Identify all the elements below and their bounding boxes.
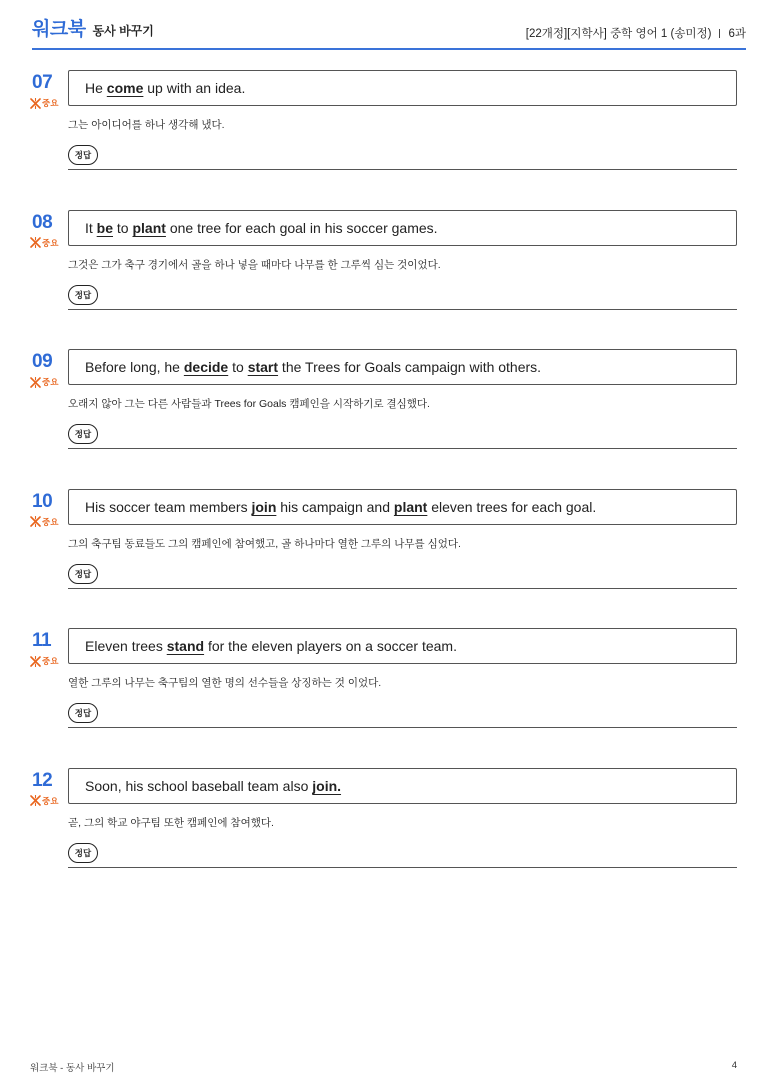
sentence-text: to (228, 359, 248, 375)
important-badge (30, 376, 58, 388)
question-item (30, 70, 737, 175)
page-header (32, 18, 746, 50)
footer-title: 워크북 - 동사 바꾸기 (30, 1063, 115, 1074)
question-item (30, 349, 737, 454)
answer-button[interactable]: 정답 (68, 145, 98, 165)
important-mark-icon (30, 516, 41, 527)
sentence-text: one tree for each goal in his soccer games. (165, 219, 438, 236)
korean-translation: 그는 아이디어를 하나 생각해 냈다. (68, 119, 225, 131)
important-badge (30, 795, 58, 807)
korean-translation: 열한 그루의 나무는 축구팀의 열한 명의 선수들을 상징하는 것 이었다. (68, 677, 382, 689)
answer-button[interactable]: 정답 (68, 424, 98, 444)
answer-button[interactable]: 정답 (68, 703, 98, 723)
target-verb: join (251, 498, 277, 515)
korean-translation: 오래지 않아 그는 다른 사람들과 Trees for Goals 캠페인을 시작하기로 결심했다. (68, 398, 430, 410)
page-footer (30, 1060, 737, 1074)
answer-line (68, 169, 737, 170)
page-number: 4 (731, 1060, 737, 1071)
important-badge (30, 655, 58, 667)
question-item (30, 210, 737, 315)
answer-line (68, 727, 737, 728)
important-label: 중요 (42, 656, 59, 666)
sentence-text: Eleven trees (85, 638, 167, 654)
korean-translation: 곧, 그의 학교 야구팀 또한 캠페인에 참여했다. (68, 816, 274, 829)
important-mark-icon (30, 795, 41, 806)
sentence-text: It (85, 219, 97, 236)
lesson-label: 6과 (728, 28, 746, 40)
sentence-box (68, 628, 737, 664)
important-mark-icon (30, 237, 41, 248)
important-label: 중요 (42, 98, 59, 108)
header-divider (719, 29, 720, 38)
target-verb: start (247, 359, 279, 375)
target-verb: stand (166, 638, 205, 654)
answer-line (68, 309, 737, 310)
brand-title: 워크북 (32, 19, 86, 40)
target-verb: plant (393, 498, 428, 515)
sentence-text: his campaign and (276, 498, 394, 515)
question-number: 09 (32, 351, 53, 372)
important-mark-icon (30, 377, 41, 388)
target-verb: come (106, 80, 144, 96)
sentence-text: for the eleven players on a soccer team. (204, 638, 457, 654)
sentence-box (68, 210, 737, 246)
answer-button[interactable]: 정답 (68, 843, 98, 863)
course-name: [22개정][지학사] 중학 영어 1 (송미정) (525, 28, 712, 40)
question-number: 10 (32, 490, 53, 512)
answer-line (68, 867, 737, 868)
important-label: 중요 (42, 516, 59, 527)
answer-button[interactable]: 정답 (68, 285, 98, 305)
sentence-text: Soon, his school baseball team also (85, 777, 313, 794)
korean-translation: 그것은 그가 축구 경기에서 골을 하나 넣을 때마다 나무를 한 그루씩 심는 것이었다. (68, 258, 441, 271)
question-item (30, 628, 737, 733)
korean-translation: 그의 축구팀 동료들도 그의 캠페인에 참여했고, 골 하나마다 열한 그루의 나무를 심었다. (68, 537, 461, 550)
target-verb: plant (132, 219, 166, 236)
important-label: 중요 (42, 795, 59, 806)
answer-line (68, 448, 737, 449)
important-badge (30, 516, 58, 528)
header-title-group (32, 14, 154, 41)
important-mark-icon (30, 98, 41, 109)
sentence-text: eleven trees for each goal. (427, 498, 597, 515)
question-number: 07 (32, 72, 53, 93)
question-item (30, 489, 737, 594)
target-verb: join. (312, 777, 342, 794)
worksheet-subtitle: 동사 바꾸기 (92, 24, 154, 38)
important-badge (30, 237, 58, 249)
sentence-box (68, 70, 737, 106)
question-number: 11 (32, 630, 52, 651)
question-item (30, 768, 737, 873)
question-number: 08 (32, 211, 53, 233)
important-label: 중요 (42, 377, 59, 387)
target-verb: be (96, 219, 114, 236)
course-info (526, 25, 746, 41)
sentence-box (68, 489, 737, 525)
sentence-text: to (113, 219, 133, 236)
important-mark-icon (30, 656, 41, 667)
important-badge (30, 97, 58, 109)
answer-line (68, 588, 737, 589)
sentence-text: the Trees for Goals campaign with others. (278, 359, 542, 375)
sentence-text: His soccer team members (85, 498, 252, 515)
sentence-text: Before long, he (85, 359, 184, 375)
sentence-box (68, 349, 737, 385)
important-label: 중요 (42, 237, 59, 248)
question-number: 12 (32, 769, 53, 791)
sentence-text: He (85, 80, 107, 96)
answer-button[interactable]: 정답 (68, 564, 98, 584)
target-verb: decide (183, 359, 229, 375)
sentence-box (68, 768, 737, 804)
sentence-text: up with an idea. (143, 80, 246, 96)
